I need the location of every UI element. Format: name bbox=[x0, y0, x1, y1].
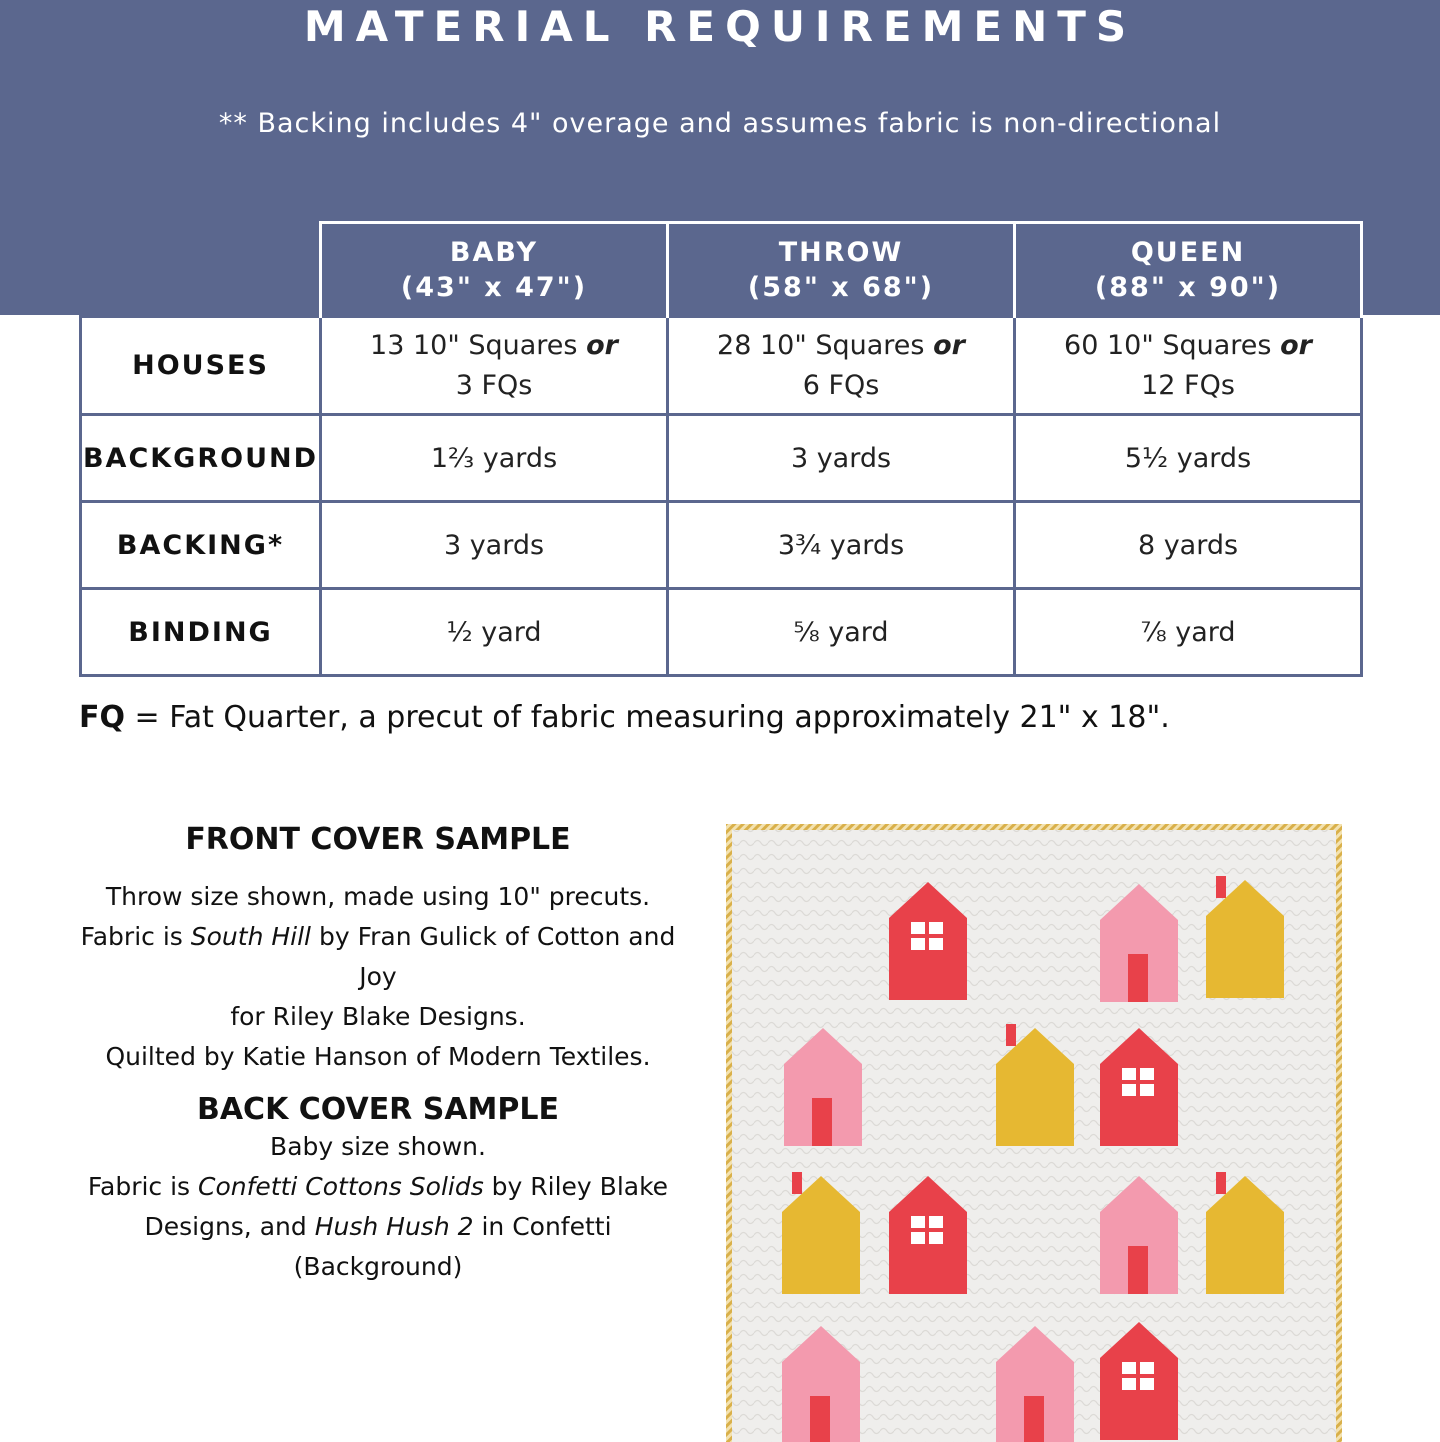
cell-text: 3 FQs bbox=[455, 369, 533, 401]
column-header-throw bbox=[668, 223, 1015, 317]
fq-term: FQ bbox=[79, 700, 125, 735]
house-window-pane bbox=[929, 1232, 943, 1244]
column-name: THROW bbox=[778, 236, 904, 268]
house-window-pane bbox=[929, 922, 943, 934]
cell-text: 13 10" Squares bbox=[370, 329, 578, 361]
house-window-pane bbox=[1140, 1084, 1154, 1096]
house-window-pane bbox=[1122, 1362, 1136, 1374]
table-corner bbox=[81, 223, 321, 317]
sample-line: Fabric is Confetti Cottons Solids by Riley Blake bbox=[87, 1172, 669, 1201]
column-header-queen bbox=[1015, 223, 1362, 317]
sample-line: Throw size shown, made using 10" precuts. bbox=[105, 882, 651, 911]
sample-line: Fabric is South Hill by Fran Gulick of Cotton and Joy bbox=[80, 922, 676, 991]
table-cell: 3¾ yards bbox=[668, 502, 1015, 589]
column-size: (43" x 47") bbox=[400, 271, 588, 303]
back-cover-sample bbox=[60, 1092, 696, 1287]
house-window-pane bbox=[911, 1216, 925, 1228]
table-cell bbox=[1015, 317, 1362, 415]
cell-text: 12 FQs bbox=[1141, 369, 1235, 401]
sample-line: for Riley Blake Designs. bbox=[230, 1002, 526, 1031]
house-door bbox=[810, 1396, 830, 1442]
house-window-pane bbox=[1140, 1068, 1154, 1080]
house-window-pane bbox=[1140, 1378, 1154, 1390]
row-label: BACKING* bbox=[81, 502, 321, 589]
sample-line: Quilted by Katie Hanson of Modern Textiles. bbox=[105, 1042, 651, 1071]
house-chimney bbox=[1216, 876, 1226, 898]
cell-text: 60 10" Squares bbox=[1064, 329, 1272, 361]
sample-line: Designs, and Hush Hush 2 in Confetti (Background) bbox=[144, 1212, 612, 1281]
table-cell: 8 yards bbox=[1015, 502, 1362, 589]
table-cell: 5½ yards bbox=[1015, 415, 1362, 502]
house-door bbox=[1128, 1246, 1148, 1294]
front-cover-heading: FRONT COVER SAMPLE bbox=[185, 822, 571, 857]
fq-definition-text: = Fat Quarter, a precut of fabric measuring approximately 21" x 18". bbox=[125, 700, 1170, 735]
back-cover-heading: BACK COVER SAMPLE bbox=[196, 1092, 560, 1127]
table-cell: 3 yards bbox=[321, 502, 668, 589]
table-row-houses bbox=[81, 317, 1362, 415]
house-window-pane bbox=[1122, 1378, 1136, 1390]
house-door bbox=[1128, 954, 1148, 1002]
house-chimney bbox=[1216, 1172, 1226, 1194]
material-requirements-table bbox=[79, 221, 1363, 677]
table-cell: 1⅔ yards bbox=[321, 415, 668, 502]
house-window-pane bbox=[1140, 1362, 1154, 1374]
house-door bbox=[812, 1098, 832, 1146]
quilt-photo bbox=[726, 822, 1344, 1442]
table-header-row bbox=[81, 223, 1362, 317]
column-size: (88" x 90") bbox=[1094, 271, 1282, 303]
sample-line: Baby size shown. bbox=[270, 1132, 486, 1161]
row-label: HOUSES bbox=[81, 317, 321, 415]
table-row-binding bbox=[81, 589, 1362, 676]
house-window-pane bbox=[911, 938, 925, 950]
or-word: or bbox=[586, 329, 618, 361]
or-word: or bbox=[933, 329, 965, 361]
house-window-pane bbox=[929, 1216, 943, 1228]
column-header-baby bbox=[321, 223, 668, 317]
house-window-pane bbox=[911, 922, 925, 934]
row-label: BACKGROUND bbox=[81, 415, 321, 502]
column-name: BABY bbox=[449, 236, 539, 268]
table-cell: ⅝ yard bbox=[668, 589, 1015, 676]
table-row-backing bbox=[81, 502, 1362, 589]
column-name: QUEEN bbox=[1130, 236, 1246, 268]
table-cell: ⅞ yard bbox=[1015, 589, 1362, 676]
table-cell bbox=[668, 317, 1015, 415]
house-chimney bbox=[1006, 1024, 1016, 1046]
cell-text: 28 10" Squares bbox=[717, 329, 925, 361]
front-cover-sample bbox=[60, 822, 696, 1077]
page-title: MATERIAL REQUIREMENTS bbox=[303, 2, 1137, 51]
column-size: (58" x 68") bbox=[747, 271, 935, 303]
fq-definition bbox=[79, 700, 1170, 735]
table-cell: 3 yards bbox=[668, 415, 1015, 502]
backing-note: ** Backing includes 4" overage and assumes fabric is non-directional bbox=[218, 108, 1222, 139]
house-chimney bbox=[792, 1172, 802, 1194]
row-label: BINDING bbox=[81, 589, 321, 676]
table-cell bbox=[321, 317, 668, 415]
table-cell: ½ yard bbox=[321, 589, 668, 676]
or-word: or bbox=[1280, 329, 1312, 361]
house-window-pane bbox=[911, 1232, 925, 1244]
cell-text: 6 FQs bbox=[802, 369, 880, 401]
table-row-background bbox=[81, 415, 1362, 502]
house-window-pane bbox=[1122, 1068, 1136, 1080]
house-window-pane bbox=[929, 938, 943, 950]
house-door bbox=[1024, 1396, 1044, 1442]
house-window-pane bbox=[1122, 1084, 1136, 1096]
